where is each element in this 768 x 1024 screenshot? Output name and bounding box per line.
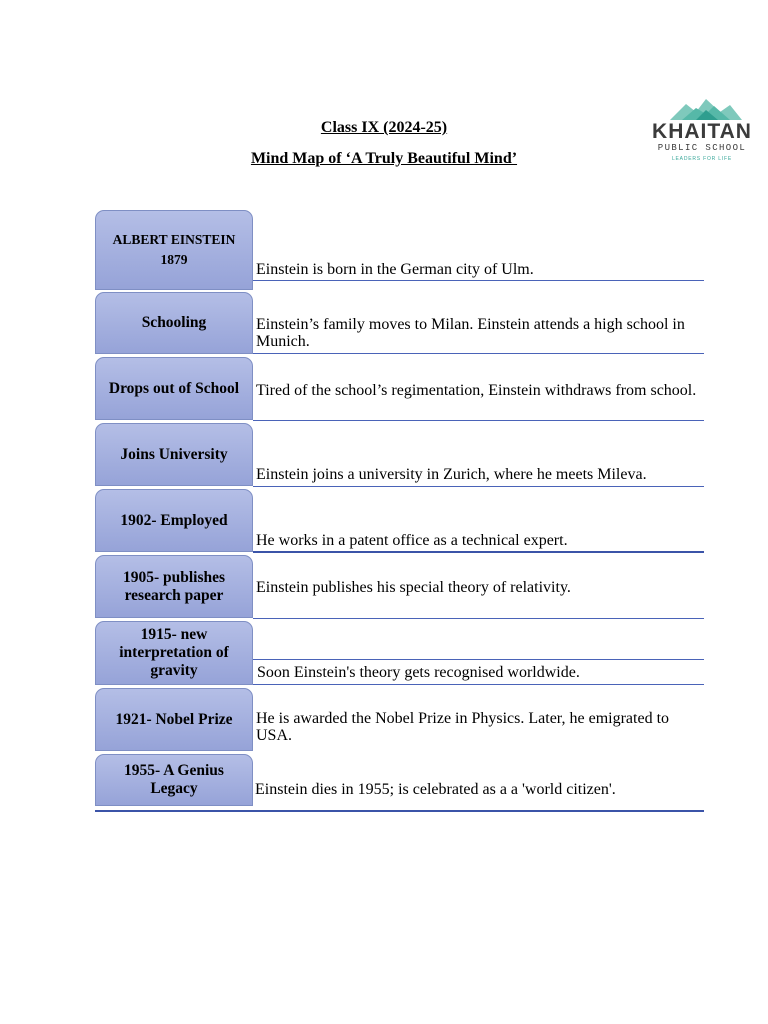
mind-map-row [95, 210, 704, 290]
mountain-logo-icon [652, 96, 760, 120]
row-label: Schooling [95, 292, 253, 354]
row-label: 1921- Nobel Prize [95, 688, 253, 751]
row-label: Drops out of School [95, 357, 253, 420]
mind-map-row [95, 555, 704, 618]
row-label-name: ALBERT EINSTEIN [112, 232, 236, 247]
row-description: Einstein joins a university in Zurich, where he meets Mileva. [256, 466, 647, 483]
mind-map-row [95, 688, 704, 751]
row-label [95, 210, 253, 290]
row-label: 1915- new interpretation of gravity [95, 621, 253, 685]
row-label: 1905- publishes research paper [95, 555, 253, 618]
row-underline [253, 486, 704, 487]
row-description: Soon Einstein's theory gets recognised worldwide. [257, 664, 580, 681]
row-label-year: 1879 [160, 252, 188, 267]
mind-map-row [95, 292, 704, 354]
bottom-rule [95, 810, 704, 812]
mind-map-row [95, 423, 704, 486]
logo-tagline: LEADERS FOR LIFE [671, 156, 733, 162]
logo-subtitle: PUBLIC SCHOOL [657, 143, 747, 153]
row-description: He is awarded the Nobel Prize in Physics. Later, he emigrated to USA. [256, 710, 670, 744]
row-underline [253, 353, 704, 354]
mind-map-row [95, 489, 704, 552]
row-underline [253, 280, 704, 281]
row-description: Einstein is born in the German city of Ulm. [256, 261, 534, 278]
row-description: Einstein dies in 1955; is celebrated as a a 'world citizen'. [255, 781, 616, 798]
row-label: 1955- A Genius Legacy [95, 754, 253, 806]
row-underline [253, 420, 704, 421]
row-underline [253, 618, 704, 619]
row-underline [253, 551, 704, 553]
row-description: Tired of the school’s regimentation, Einstein withdraws from school. [256, 382, 697, 399]
page-title: Mind Map of ‘A Truly Beautiful Mind’ [250, 150, 518, 167]
school-logo [652, 96, 760, 172]
mind-map-row [95, 754, 704, 806]
row-label: Joins University [95, 423, 253, 486]
row-description: Einstein publishes his special theory of relativity. [256, 579, 571, 596]
mind-map-row [95, 621, 704, 685]
row-label: 1902- Employed [95, 489, 253, 552]
mind-map-row [95, 357, 704, 420]
row-description: He works in a patent office as a technical expert. [256, 532, 568, 549]
row-divider [253, 659, 704, 660]
class-heading: Class IX (2024-25) [320, 119, 448, 136]
row-description: Einstein’s family moves to Milan. Einstein attends a high school in Munich. [256, 316, 685, 350]
row-underline [253, 684, 704, 685]
logo-name: KHAITAN [652, 120, 752, 143]
